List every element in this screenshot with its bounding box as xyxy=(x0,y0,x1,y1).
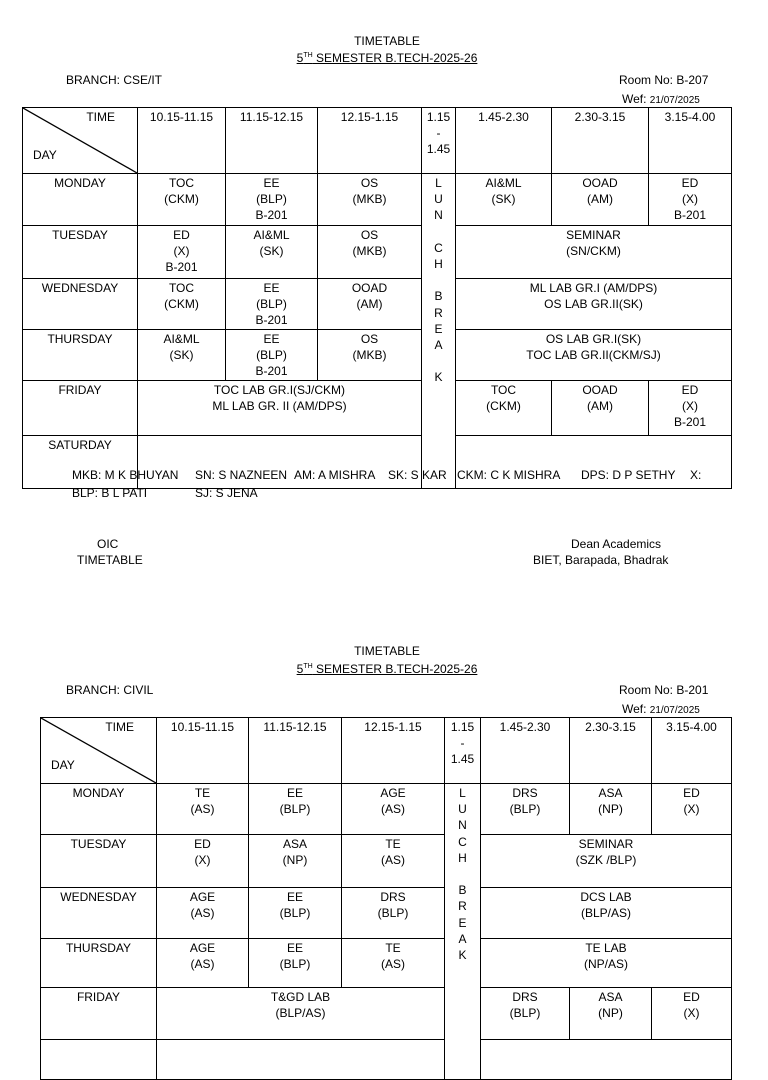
class-cell: OS (MKB) xyxy=(318,174,422,226)
class-cell: DRS (BLP) xyxy=(342,888,445,939)
day-label: MONDAY xyxy=(23,174,138,226)
day-label: FRIDAY xyxy=(23,381,138,436)
day-label: WEDNESDAY xyxy=(23,279,138,330)
timetable-title: TIMETABLE xyxy=(354,34,420,48)
timetable-title: TIMETABLE xyxy=(354,644,420,658)
legend-item: SN: S NAZNEEN xyxy=(195,468,288,482)
legend-item: MKB: M K BHUYAN xyxy=(72,468,179,482)
slot-header: 3.15-4.00 xyxy=(649,108,732,174)
class-cell: OS (MKB) xyxy=(318,330,422,381)
day-label xyxy=(41,1040,157,1080)
day-header: DAY xyxy=(33,148,57,162)
day-label: TUESDAY xyxy=(41,835,157,888)
class-cell: EE (BLP) xyxy=(249,939,342,988)
legend-item: X: xyxy=(690,468,702,482)
class-cell: EE (BLP) xyxy=(249,888,342,939)
day-label: MONDAY xyxy=(41,784,157,835)
afternoon-cell: SEMINAR (SZK /BLP) xyxy=(481,835,732,888)
lunch-break-cell: L U N C H B R E A K xyxy=(445,784,481,1080)
class-cell: ED (X) B-201 xyxy=(649,174,732,226)
day-label: FRIDAY xyxy=(41,988,157,1040)
class-cell: OOAD (AM) xyxy=(552,381,649,436)
slot-header: 10.15-11.15 xyxy=(157,718,249,784)
legend-item: SJ: S JENA xyxy=(195,486,258,500)
afternoon-cell: ML LAB GR.I (AM/DPS) OS LAB GR.II(SK) xyxy=(456,279,732,330)
class-cell: OOAD (AM) xyxy=(552,174,649,226)
day-row-saturday xyxy=(41,1040,732,1080)
slot-header: 1.45-2.30 xyxy=(456,108,552,174)
class-cell: ASA (NP) xyxy=(570,784,652,835)
header-row xyxy=(23,108,732,174)
class-cell: EE (BLP) xyxy=(249,784,342,835)
diagonal-divider-icon xyxy=(23,108,137,173)
header-row xyxy=(41,718,732,784)
day-row-wednesday xyxy=(23,279,732,330)
slot-header: 12.15-1.15 xyxy=(318,108,422,174)
morning-cell: TOC LAB GR.I(SJ/CKM) ML LAB GR. II (AM/DPS) xyxy=(138,381,422,436)
branch-label: BRANCH: CSE/IT xyxy=(66,73,163,87)
slot-header: 2.30-3.15 xyxy=(570,718,652,784)
afternoon-cell: TE LAB (NP/AS) xyxy=(481,939,732,988)
class-cell: OS (MKB) xyxy=(318,226,422,279)
day-label: THURSDAY xyxy=(23,330,138,381)
class-cell: TOC (CKM) xyxy=(138,279,226,330)
class-cell: ED (X) B-201 xyxy=(649,381,732,436)
day-row-thursday xyxy=(23,330,732,381)
class-cell: TE (AS) xyxy=(342,835,445,888)
day-row-monday xyxy=(23,174,732,226)
time-header: TIME xyxy=(86,110,115,124)
class-cell: AI&ML (SK) xyxy=(226,226,318,279)
time-header: TIME xyxy=(105,720,134,734)
class-cell: DRS (BLP) xyxy=(481,784,570,835)
afternoon-cell: OS LAB GR.I(SK) TOC LAB GR.II(CKM/SJ) xyxy=(456,330,732,381)
time-day-header xyxy=(41,718,157,784)
class-cell: AI&ML (SK) xyxy=(456,174,552,226)
class-cell: TE (AS) xyxy=(342,939,445,988)
day-row-monday xyxy=(41,784,732,835)
day-label: THURSDAY xyxy=(41,939,157,988)
class-cell: AI&ML (SK) xyxy=(138,330,226,381)
slot-header: 12.15-1.15 xyxy=(342,718,445,784)
class-cell: ED (X) B-201 xyxy=(138,226,226,279)
semester-heading: 5TH SEMESTER B.TECH-2025-26 xyxy=(296,662,478,676)
class-cell: TOC (CKM) xyxy=(456,381,552,436)
class-cell: AGE (AS) xyxy=(157,939,249,988)
wef-label: Wef: 21/07/2025 xyxy=(622,702,700,716)
day-label: TUESDAY xyxy=(23,226,138,279)
day-header: DAY xyxy=(51,758,75,772)
class-cell: ED (X) xyxy=(157,835,249,888)
timetable-grid xyxy=(22,107,732,489)
legend-item: SK: S KAR xyxy=(388,468,447,482)
class-cell: TE (AS) xyxy=(157,784,249,835)
oic-label: OIC xyxy=(97,537,119,551)
wef-label: Wef: 21/07/2025 xyxy=(622,92,700,106)
class-cell: EE (BLP) B-201 xyxy=(226,174,318,226)
class-cell: OOAD (AM) xyxy=(318,279,422,330)
class-cell: ASA (NP) xyxy=(570,988,652,1040)
oic-timetable-label: TIMETABLE xyxy=(77,553,143,567)
day-row-tuesday xyxy=(41,835,732,888)
diagonal-divider-icon xyxy=(41,718,156,783)
lunch-slot-header: 1.15 - 1.45 xyxy=(422,108,456,174)
morning-cell: T&GD LAB (BLP/AS) xyxy=(157,988,445,1040)
institute-label: BIET, Barapada, Bhadrak xyxy=(533,553,669,567)
legend-item: CKM: C K MISHRA xyxy=(457,468,561,482)
class-cell: AGE (AS) xyxy=(157,888,249,939)
day-row-friday xyxy=(23,381,732,436)
day-label: SATURDAY xyxy=(23,436,138,489)
room-label: Room No: B-207 xyxy=(619,73,709,87)
day-row-thursday xyxy=(41,939,732,988)
day-label: WEDNESDAY xyxy=(41,888,157,939)
class-cell: EE (BLP) B-201 xyxy=(226,279,318,330)
afternoon-cell: DCS LAB (BLP/AS) xyxy=(481,888,732,939)
class-cell: ED (X) xyxy=(652,784,732,835)
timetable-grid xyxy=(40,717,732,1080)
dean-label: Dean Academics xyxy=(571,537,662,551)
legend-item: AM: A MISHRA xyxy=(294,468,376,482)
room-label: Room No: B-201 xyxy=(619,683,709,697)
class-cell: TOC (CKM) xyxy=(138,174,226,226)
morning-cell xyxy=(157,1040,445,1080)
day-row-friday xyxy=(41,988,732,1040)
slot-header: 3.15-4.00 xyxy=(652,718,732,784)
afternoon-cell: SEMINAR (SN/CKM) xyxy=(456,226,732,279)
slot-header: 1.45-2.30 xyxy=(481,718,570,784)
time-day-header xyxy=(23,108,138,174)
afternoon-cell xyxy=(481,1040,732,1080)
slot-header: 11.15-12.15 xyxy=(226,108,318,174)
class-cell: ED (X) xyxy=(652,988,732,1040)
legend-item: BLP: B L PATI xyxy=(72,486,148,500)
day-row-wednesday xyxy=(41,888,732,939)
class-cell: ASA (NP) xyxy=(249,835,342,888)
slot-header: 2.30-3.15 xyxy=(552,108,649,174)
semester-heading: 5TH SEMESTER B.TECH-2025-26 xyxy=(296,51,478,65)
slot-header: 10.15-11.15 xyxy=(138,108,226,174)
slot-header: 11.15-12.15 xyxy=(249,718,342,784)
class-cell: AGE (AS) xyxy=(342,784,445,835)
class-cell: DRS (BLP) xyxy=(481,988,570,1040)
lunch-slot-header: 1.15 - 1.45 xyxy=(445,718,481,784)
day-row-tuesday xyxy=(23,226,732,279)
branch-label: BRANCH: CIVIL xyxy=(66,683,154,697)
legend-item: DPS: D P SETHY xyxy=(581,468,676,482)
lunch-break-cell: L U N C H B R E A K xyxy=(422,174,456,489)
class-cell: EE (BLP) B-201 xyxy=(226,330,318,381)
